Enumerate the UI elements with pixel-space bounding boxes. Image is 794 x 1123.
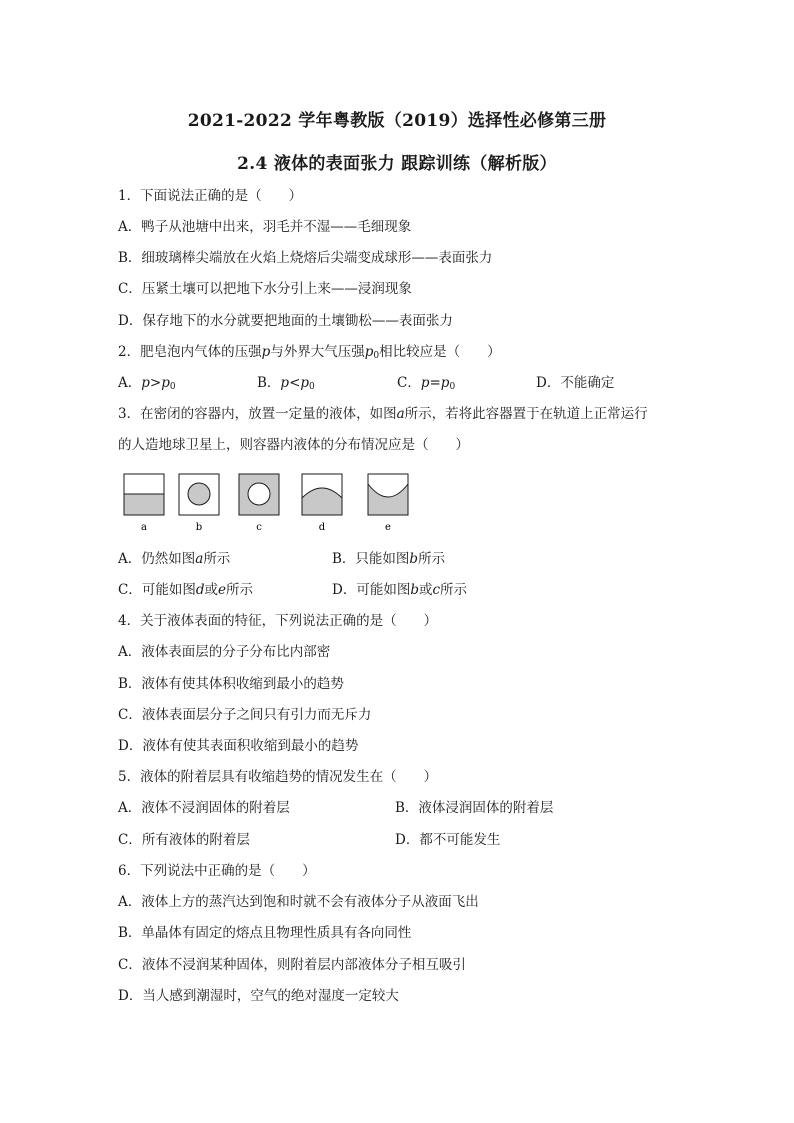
q2-stem	[118, 342, 501, 366]
figure-label-e: e	[385, 522, 391, 533]
q4-option-b: B．液体有使其体积收缩到最小的趋势	[118, 676, 344, 692]
q3-c-var-2: e	[218, 582, 226, 598]
q2-stem-text-1: 2．肥皂泡内气体的压强	[118, 344, 262, 360]
q3-c-var-1: d	[195, 582, 205, 598]
figure-c-bubble	[248, 483, 270, 505]
q3-c-text-2: 所示	[226, 582, 253, 598]
q2-var-p0: p	[364, 344, 374, 360]
q6-option-d: D．当人感到潮湿时，空气的绝对湿度一定较大	[118, 988, 399, 1004]
q3-b-text-2: 所示	[418, 551, 446, 567]
q3-a-text-2: 所示	[203, 551, 231, 567]
q1-option-c: C．压紧土壤可以把地下水分引上来——浸润现象	[118, 281, 412, 297]
doc-title-line1: 2021-2022 学年粤教版（2019）选择性必修第三册	[187, 111, 607, 131]
figure-d	[302, 474, 342, 515]
q2-c-expr: p=p	[420, 375, 450, 391]
q2-var-p: p	[261, 344, 271, 360]
figure-label-b: b	[195, 522, 203, 533]
figure-label-d: d	[318, 522, 326, 533]
doc-title-line2: 2.4 液体的表面张力 跟踪训练（解析版）	[237, 154, 557, 174]
q3-var-a: a	[396, 406, 405, 422]
q3-stem-text-2: 所示，若将此容器置于在轨道上正常运行	[404, 406, 648, 422]
q2-stem-text-2: 与外界大气压强	[270, 344, 365, 360]
figure-e-liquid	[368, 484, 408, 515]
q2-c-sub: 0	[449, 382, 456, 392]
q3-d-var-2: c	[432, 582, 441, 598]
figure-b-liquid-sphere	[188, 483, 210, 505]
q4-option-c: C．液体表面层分子之间只有引力而无斥力	[118, 707, 372, 723]
q3-c-text-1: C．可能如图	[118, 582, 196, 598]
q4-option-d: D．液体有使其表面积收缩到最小的趋势	[118, 738, 359, 754]
figure-d-liquid	[302, 488, 342, 515]
q3-c-or: 或	[204, 582, 218, 598]
q2-option-c	[397, 373, 455, 397]
figure-a-liquid	[124, 494, 164, 515]
q3-d-or: 或	[418, 582, 433, 598]
q6-option-c: C．液体不浸润某种固体，则附着层内部液体分子相互吸引	[118, 957, 466, 973]
q3-a-var: a	[195, 551, 204, 567]
q1-option-a: A．鸭子从池塘中出来，羽毛并不湿——毛细现象	[118, 219, 412, 235]
q6-stem: 6．下列说法中正确的是（ ）	[118, 863, 316, 879]
q5-option-b: B．液体浸润固体的附着层	[395, 800, 554, 816]
q3-d-var-1: b	[410, 582, 419, 598]
q3-stem-line1	[118, 404, 648, 424]
q5-stem: 5．液体的附着层具有收缩趋势的情况发生在（ ）	[118, 769, 438, 785]
q2-option-d: D．不能确定	[536, 375, 615, 391]
q2-stem-text-3: 相比较应是（ ）	[379, 344, 501, 360]
q3-stem-text-1: 3．在密闭的容器内，放置一定量的液体，如图	[118, 406, 397, 422]
q2-a-prefix: A．	[118, 375, 142, 391]
q3-option-b	[332, 549, 445, 569]
q3-b-var: b	[409, 551, 419, 567]
q6-option-b: B．单晶体有固定的熔点且物理性质具有各向同性	[118, 925, 412, 941]
q1-stem: 1．下面说法正确的是（ ）	[118, 188, 303, 204]
q5-option-a: A．液体不浸润固体的附着层	[118, 800, 290, 816]
q6-option-a: A．液体上方的蒸汽达到饱和时就不会有液体分子从液面飞出	[118, 894, 479, 910]
figure-label-a: a	[141, 522, 147, 533]
q3-option-d	[332, 580, 467, 600]
q3-option-c	[118, 580, 253, 600]
q1-option-d: D．保存地下的水分就要把地面的土壤锄松——表面张力	[118, 313, 453, 329]
q3-b-text-1: B．只能如图	[332, 551, 410, 567]
q5-option-c: C．所有液体的附着层	[118, 832, 250, 848]
q2-c-prefix: C．	[397, 375, 421, 391]
q3-d-text-2: 所示	[440, 582, 468, 598]
q4-stem: 4．关于液体表面的特征，下列说法正确的是（ ）	[118, 613, 438, 629]
q2-b-expr: p<p	[280, 375, 310, 391]
q2-a-expr: p>p	[141, 375, 170, 391]
figure-label-c: c	[256, 522, 262, 533]
q4-option-a: A．液体表面层的分子分布比内部密	[118, 644, 331, 660]
q2-option-b	[257, 373, 315, 397]
figure-e	[368, 474, 408, 515]
q5-option-d: D．都不可能发生	[395, 832, 501, 848]
q2-b-sub: 0	[309, 382, 315, 392]
q2-sub-0: 0	[373, 351, 380, 361]
q2-b-prefix: B．	[257, 375, 281, 391]
q3-option-a	[118, 549, 230, 569]
q2-a-sub: 0	[169, 382, 176, 392]
q3-stem-line2: 的人造地球卫星上，则容器内液体的分布情况应是（ ）	[118, 437, 469, 453]
q3-figure-container-diagrams	[118, 470, 418, 540]
figure-c	[239, 474, 279, 515]
q3-d-text-1: D．可能如图	[332, 582, 411, 598]
figure-b	[179, 474, 219, 515]
q2-option-a	[118, 373, 176, 397]
figure-a	[124, 474, 164, 515]
q1-option-b: B．细玻璃棒尖端放在火焰上烧熔后尖端变成球形——表面张力	[118, 250, 493, 266]
q3-a-text-1: A．仍然如图	[118, 551, 196, 567]
